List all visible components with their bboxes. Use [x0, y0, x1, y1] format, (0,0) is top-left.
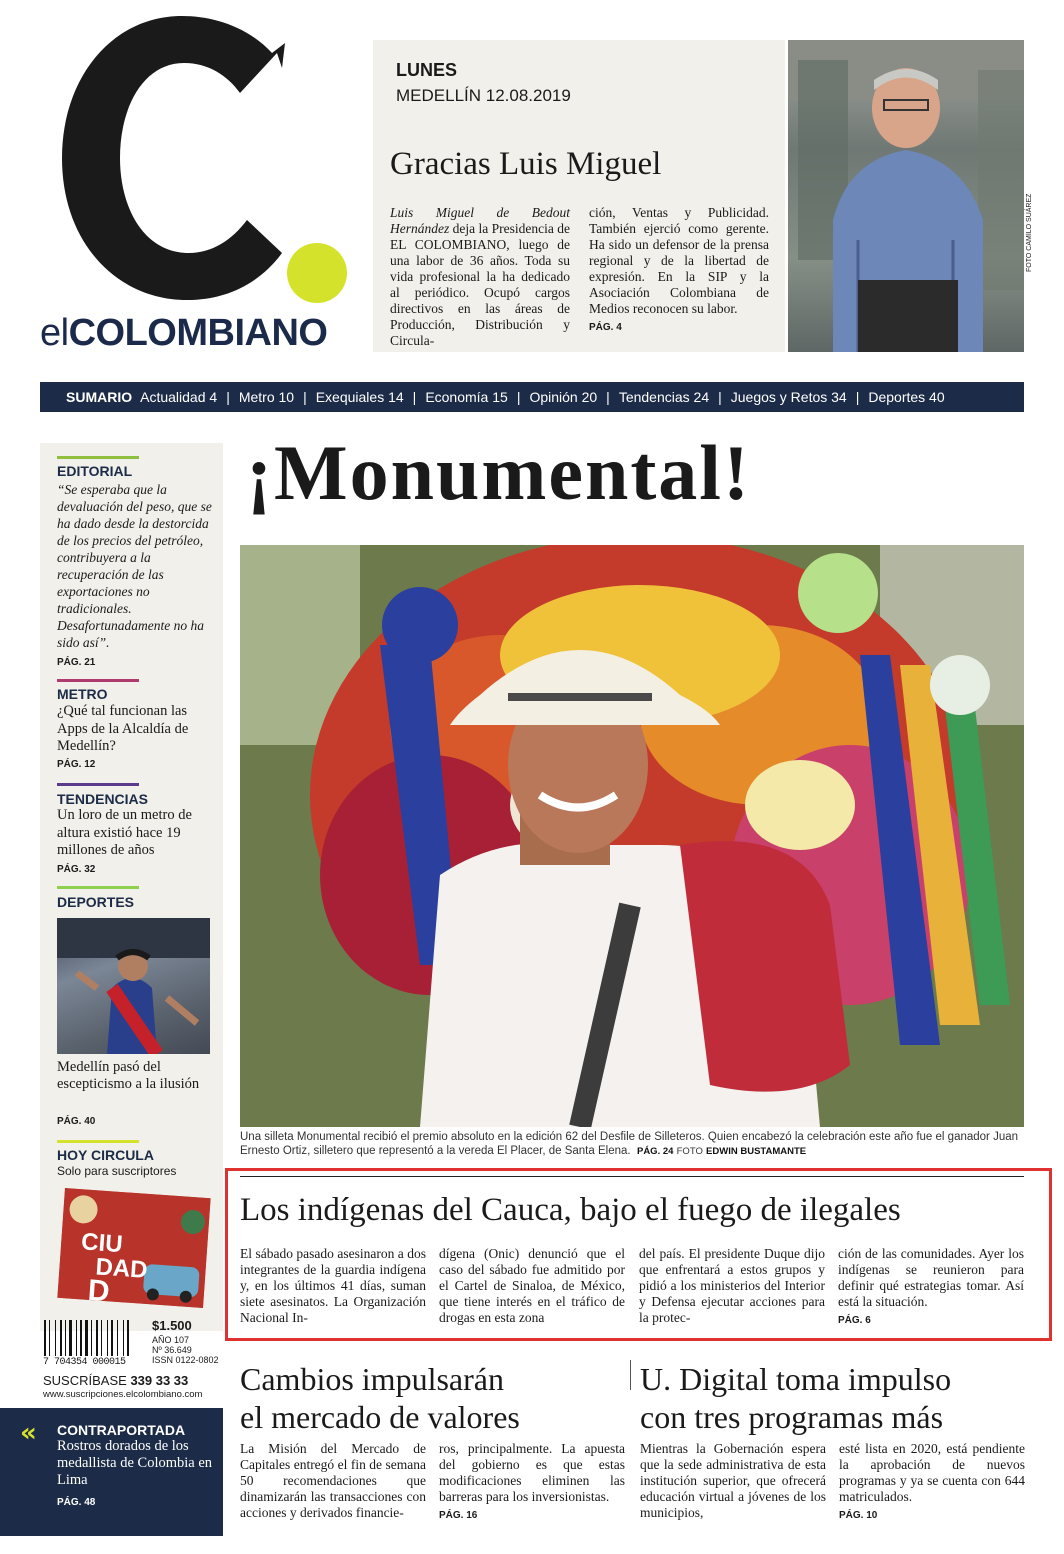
logo-wordmark: elCOLOMBIANO — [40, 312, 328, 354]
issue-number: Nº 36.649 — [152, 1345, 192, 1355]
barcode-bar — [96, 1320, 98, 1356]
subscribe-url[interactable]: www.suscripciones.elcolombiano.com — [43, 1389, 203, 1400]
tendencias-title[interactable]: TENDENCIAS — [57, 791, 149, 807]
caption-credit: EDWIN BUSTAMANTE — [706, 1146, 807, 1157]
udigital-headline[interactable]: U. Digital toma impulso con tres programas más — [640, 1361, 952, 1435]
metro-text: ¿Qué tal funcionan las Apps de la Alcaldía de Medellín? — [57, 703, 189, 754]
barcode-bar — [123, 1320, 124, 1356]
barcode-bar — [127, 1320, 129, 1356]
barcode-bar — [107, 1320, 108, 1356]
logo-dot — [287, 243, 347, 303]
deportes-title[interactable]: DEPORTES — [57, 894, 135, 910]
subscribe-line[interactable]: SUSCRÍBASE 339 33 33 — [43, 1373, 189, 1388]
main-photo-caption: Una silleta Monumental recibió el premio absoluto en la edición 62 del Desfile de Silleteros. Quien encabezó la celebración este año fue el ganador Juan Ernesto Ortiz, silletero que representó a la vereda El Placer, de Santa Elena. PÁG. 24 FOTO EDWIN BUSTAMANTE — [240, 1131, 1019, 1157]
barcode-bar — [85, 1320, 88, 1356]
markets-col1: La Misión del Mercado de Capitales entregó el fin de semana 50 recomendaciones que dinamizarán las transacciones con acciones y derivados financie- — [240, 1441, 426, 1520]
barcode-bar — [65, 1320, 66, 1356]
svg-text:DAD: DAD — [94, 1253, 149, 1284]
hoy-circula-title[interactable]: HOY CIRCULA — [57, 1147, 154, 1163]
edition-day: LUNES — [396, 60, 458, 80]
top-photo-credit: FOTO CAMILO SUÁREZ — [1026, 193, 1033, 272]
cauca-page: PÁG. 6 — [838, 1315, 871, 1326]
sumario-item[interactable]: Deportes 40 — [868, 389, 945, 405]
sumario-item[interactable]: Juegos y Retos 34 — [730, 389, 847, 405]
svg-text:D: D — [86, 1273, 111, 1308]
top-story-col1: Luis Miguel de Bedout Hernández deja la Presidencia de EL COLOMBIANO, luego de una labor de 36 años. Toda su vida profesional la ha dedicado al periódico. Ocupó cargos directivos en las áreas de Producción, Distribución y Circula- — [390, 205, 570, 348]
barcode-bar — [111, 1320, 113, 1356]
top-story-col2: ción, Ventas y Publicidad. También ejerció como gerente. Ha sido un defensor de la prensa regional y de la libertad de expresión. En la SIP y la Asociación Colombiana de Medios reconocen su labor. PÁG. 4 — [589, 205, 769, 336]
issue-year: AÑO 107 — [152, 1335, 190, 1345]
double-chevron-left-icon: « — [20, 1418, 37, 1448]
barcode — [43, 1320, 147, 1360]
cauca-headline[interactable]: Los indígenas del Cauca, bajo el fuego de ilegales — [240, 1192, 901, 1228]
main-photo — [240, 545, 1024, 1127]
sumario-bar: SUMARIO Actualidad 4 | Metro 10 | Exequiales 14 | Economía 15 | Opinión 20 | Tendencias 24 | Juegos y Retos 34 | Deportes 40 — [40, 382, 1024, 412]
contraportada-title: CONTRAPORTADA — [57, 1422, 186, 1438]
section-rule — [240, 1176, 1024, 1177]
barcode-bar — [91, 1320, 92, 1356]
main-headline[interactable]: ¡Monumental! — [246, 429, 751, 516]
editorial-rule — [57, 456, 139, 459]
logo-c-mark — [32, 8, 352, 308]
top-story-lead: Luis Miguel de Bedout Hernández — [390, 205, 570, 236]
metro-page: PÁG. 12 — [57, 759, 96, 770]
deportes-rule — [57, 886, 139, 889]
cauca-col1: El sábado pasado asesinaron a dos integrantes de la guardia indígena y, en los últimos 41 días, suman siete asesinatos. La Organización Nacional In- — [240, 1246, 426, 1325]
cauca-col4: ción de las comunidades. Ayer los indígenas se reunieron para definir qué estrategias tomar. Así está la situación. PÁG. 6 — [838, 1246, 1024, 1329]
markets-page: PÁG. 16 — [439, 1510, 478, 1521]
udigital-col1: Mientras la Gobernación espera que la sede administrativa de esta institución superior, que ofrecerá educación virtual a jóvenes de los municipios, — [640, 1441, 826, 1520]
hoy-circula-magazine[interactable] — [57, 1188, 210, 1308]
price: $1.500 — [152, 1318, 192, 1333]
tendencias-page: PÁG. 32 — [57, 864, 96, 875]
tendencias-rule — [57, 783, 139, 786]
sumario-item[interactable]: Tendencias 24 — [618, 389, 710, 405]
editorial-page: PÁG. 21 — [57, 657, 96, 668]
barcode-bar — [101, 1320, 102, 1356]
sumario-item[interactable]: Opinión 20 — [529, 389, 598, 405]
metro-rule — [57, 679, 139, 682]
contraportada-page: PÁG. 48 — [57, 1497, 96, 1508]
contraportada-text: Rostros dorados de los medallista de Colombia en Lima — [57, 1438, 213, 1488]
editorial-title[interactable]: EDITORIAL — [57, 463, 133, 479]
barcode-bar — [55, 1320, 56, 1356]
barcode-bar — [76, 1320, 77, 1356]
editorial-quote: “Se esperaba que la devaluación del peso, que se ha dado desde la destorcida de los precios del petróleo, contribuyera a la recuperación de las exportaciones no tradicionales. Desafortunadamente no ha sido así”. — [57, 482, 212, 650]
metro-title[interactable]: METRO — [57, 686, 108, 702]
barcode-bar — [80, 1320, 82, 1356]
top-story-page: PÁG. 4 — [589, 322, 622, 333]
cauca-col3: del país. El presidente Duque dijo que enfrentará a estos grupos y pidió a los ministerios del Interior y Defensa ejecutar acciones para la protec- — [639, 1246, 825, 1325]
barcode-bar — [69, 1320, 72, 1356]
deportes-text: Medellín pasó del escepticismo a la ilusión — [57, 1059, 200, 1092]
column-divider — [630, 1360, 631, 1390]
top-story-photo — [788, 40, 1024, 352]
barcode-bar — [49, 1320, 50, 1356]
markets-headline[interactable]: Cambios impulsarán el mercado de valores — [240, 1361, 520, 1435]
barcode-bar — [117, 1320, 118, 1356]
sumario-item[interactable]: Metro 10 — [238, 389, 295, 405]
sumario-label: SUMARIO — [66, 389, 133, 405]
deportes-photo — [57, 918, 210, 1054]
udigital-col2: esté lista en 2020, está pendiente la aprobación de nuevos programas y ya se cuenta con 644 matriculados. PÁG. 10 — [839, 1441, 1025, 1524]
top-story-headline[interactable]: Gracias Luis Miguel — [390, 146, 662, 182]
barcode-bar — [44, 1320, 46, 1356]
edition-city-date: MEDELLÍN 12.08.2019 — [396, 86, 571, 105]
sumario-item[interactable]: Economía 15 — [425, 389, 508, 405]
hoy-circula-subtitle: Solo para suscriptores — [57, 1164, 177, 1178]
sumario-item[interactable]: Actualidad 4 — [140, 389, 218, 405]
deportes-page: PÁG. 40 — [57, 1116, 96, 1127]
cauca-col2: dígena (Onic) denunció que el caso del sábado fue admitido por el Cartel de Sinaloa, de México, que tiene interés en el tráfico de drogas en esta zona — [439, 1246, 625, 1325]
markets-col2: ros, principalmente. La apuesta del gobierno es que estas modificaciones eliminen las barreras para los inversionistas. PÁG. 16 — [439, 1441, 625, 1524]
sumario-item[interactable]: Exequiales 14 — [315, 389, 404, 405]
tendencias-text: Un loro de un metro de altura existió hace 19 millones de años — [57, 807, 192, 858]
barcode-number: 7 704354 000015 — [43, 1357, 126, 1368]
magazine-cover-text: CIU — [80, 1228, 124, 1259]
issn: ISSN 0122-0802 — [152, 1355, 219, 1365]
udigital-page: PÁG. 10 — [839, 1510, 878, 1521]
hoy-circula-rule — [57, 1140, 139, 1143]
caption-page: PÁG. 24 — [636, 1146, 674, 1157]
barcode-bar — [60, 1320, 62, 1356]
